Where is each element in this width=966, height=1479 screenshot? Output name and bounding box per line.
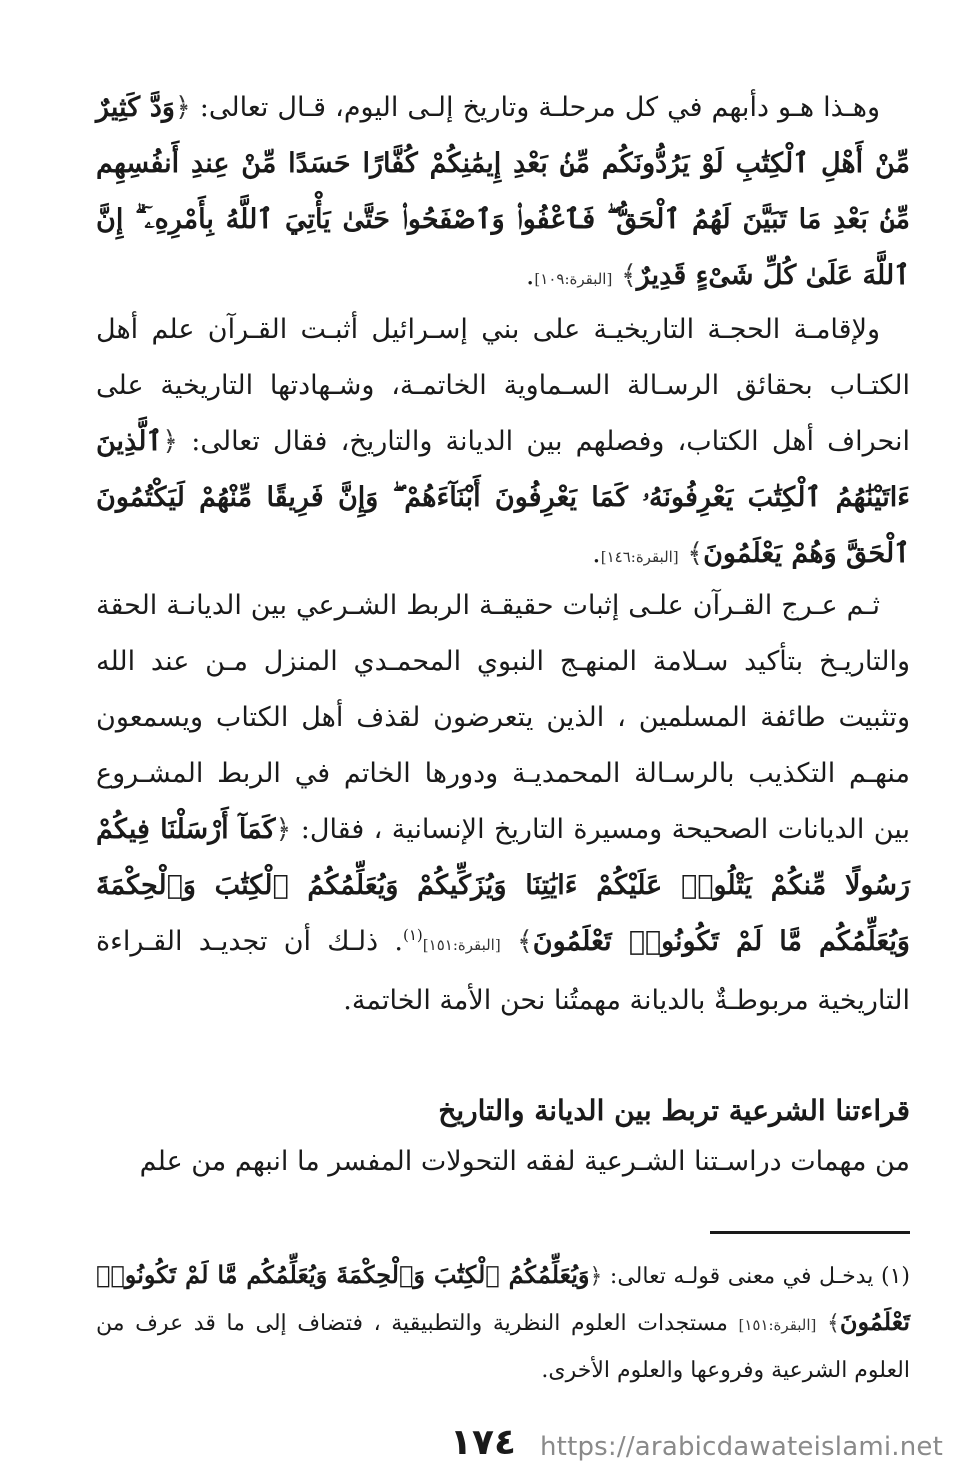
footnote-tail: مستجدات العلوم النظرية والتطبيقية ، فتضاف إلى ما قد عرف من العلوم الشرعية وفروعها والعلوم الأخرى. — [96, 1311, 910, 1383]
section-heading: قراءتنا الشرعية تربط بين الديانة والتاريخ — [438, 1094, 910, 1127]
paragraph-2-tail: . — [592, 538, 601, 569]
footnote-quran: وَيُعَلِّمُكُمُ ٱلْكِتَٰبَ وَٱلْحِكْمَةَ وَيُعَلِّمُكُم مَّا لَمْ تَكُونُوا۟ تَعْلَمُونَ — [96, 1260, 910, 1336]
paragraph-3-text: ثـم عـرج القـرآن علـى إثبات حقيقـة الربط الشـرعي بين الديانـة الحقة والتاريـخ بتأكيد سـلامة المنهـج النبوي المحمـدي المنزل مـن عند الله وتثبيت طائفة المسلمين ، الذين يتعرضون لقذف أهل الكتاب ويسمعون منهـم التكذيب بالرسـالة المحمديـة ودورها الخاتم في الربط المشـروع بين الديانات الصحيحة ومسيرة التاريخ الإنسانية ، فقال: — [96, 590, 911, 845]
paragraph-1-text: وهـذا هـو دأبهم في كل مرحلـة وتاريخ إلـى اليوم، قـال تعالى: — [190, 92, 880, 123]
footnote-verse-reference: [البقرة:١٥١] — [738, 1316, 817, 1334]
footnote-text: يدخـل في معنى قولـه تعالى: — [602, 1264, 881, 1289]
quran-close-bracket: ﴾ — [516, 926, 533, 957]
quran-verse-2: ٱلَّذِينَ ءَاتَيْنَٰهُمُ ٱلْكِتَٰبَ يَعْرِفُونَهُۥ كَمَا يَعْرِفُونَ أَبْنَآءَهُمْ ۖ وَإِنَّ فَرِيقًا مِّنْهُمْ لَيَكْتُمُونَ ٱلْحَقَّ وَهُمْ يَعْلَمُونَ — [96, 426, 910, 569]
paragraph-2 — [96, 302, 910, 585]
paragraph-4-text: من مهمات دراسـتنا الشـرعية لفقه التحولات المفسر ما انبهم من علم — [139, 1146, 910, 1177]
paragraph-3-tail: . ذلـك أن تجديـد القـراءة التاريخية مربوطـةٌ بالديانة مهمتُنا نحن الأمة الخاتمة. — [96, 926, 910, 1016]
paragraph-3 — [96, 578, 910, 1029]
verse-reference-2: [البقرة:١٤٦] — [600, 548, 679, 566]
footnote-number: (١) — [880, 1264, 910, 1289]
paragraph-1 — [96, 80, 910, 307]
quran-open-bracket: ﴿ — [589, 1264, 603, 1289]
footnote — [96, 1252, 910, 1393]
quran-open-bracket: ﴿ — [162, 426, 179, 457]
quran-verse-1: وَدَّ كَثِيرٌ مِّنْ أَهْلِ ٱلْكِتَٰبِ لَوْ يَرُدُّونَكُم مِّنۢ بَعْدِ إِيمَٰنِكُمْ كُفَّارًا حَسَدًا مِّنْ عِندِ أَنفُسِهِم مِّنۢ بَعْدِ مَا تَبَيَّنَ لَهُمُ ٱلْحَقُّ ۖ فَٱعْفُوا۟ وَٱصْفَحُوا۟ حَتَّىٰ يَأْتِيَ ٱللَّهُ بِأَمْرِهِۦٓ ۗ إِنَّ ٱللَّهَ عَلَىٰ كُلِّ شَىْءٍ قَدِيرٌ — [96, 92, 910, 291]
paragraph-4 — [96, 1134, 910, 1190]
quran-verse-3: كَمَآ أَرْسَلْنَا فِيكُمْ رَسُولًا مِّنكُمْ يَتْلُوا۟ عَلَيْكُمْ ءَايَٰتِنَا وَيُزَكِّيكُمْ وَيُعَلِّمُكُمُ ٱلْكِتَٰبَ وَٱلْحِكْمَةَ وَيُعَلِّمُكُم مَّا لَمْ تَكُونُوا۟ تَعْلَمُونَ — [96, 814, 910, 957]
paragraph-1-tail: . — [525, 260, 535, 291]
quran-open-bracket: ﴿ — [174, 92, 191, 123]
verse-reference-3: [البقرة:١٥١] — [422, 936, 501, 954]
watermark-url: https://arabicdawateislami.net — [540, 1432, 944, 1462]
quran-close-bracket: ﴾ — [687, 538, 704, 569]
page-footer — [440, 1422, 944, 1472]
quran-close-bracket: ﴾ — [827, 1311, 840, 1336]
quran-close-bracket: ﴾ — [620, 260, 637, 291]
verse-reference-1: [البقرة:١٠٩] — [534, 270, 613, 288]
footnote-marker: (١) — [403, 926, 423, 944]
quran-open-bracket: ﴿ — [275, 814, 292, 845]
paragraph-2-text: ولإقامـة الحجـة التاريخيـة على بني إسـرائيل أثبـت القـرآن علم أهل الكتـاب بحقائق الرسـالة السـماوية الخاتمـة، وشـهادتها التاريخية على انحراف أهل الكتاب، وفصلهم بين الديانة والتاريخ، فقال تعالى: — [96, 314, 910, 457]
footnote-separator — [710, 1231, 910, 1234]
page-number: ١٧٤ — [450, 1422, 516, 1463]
